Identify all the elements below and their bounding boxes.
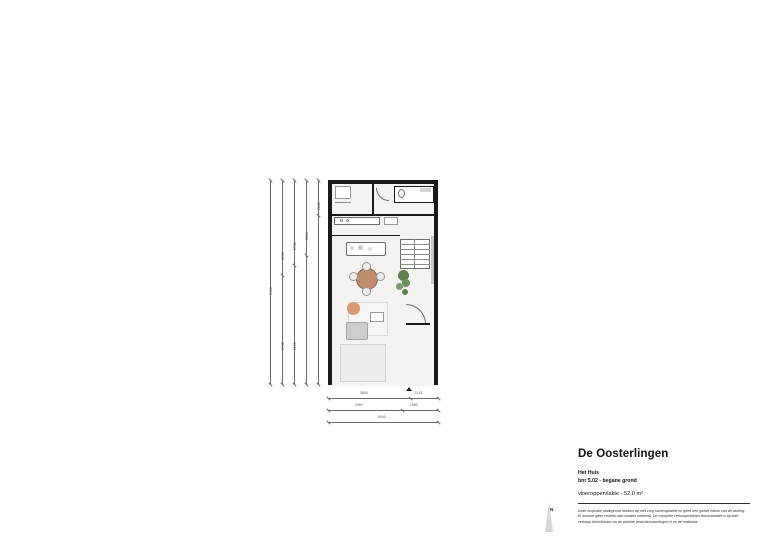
dining-chair xyxy=(349,272,358,281)
dim-line-depth-b xyxy=(282,180,283,385)
stair-tread xyxy=(400,249,430,250)
titleblock xyxy=(578,448,750,525)
stair-tread xyxy=(400,259,430,260)
island-bowl xyxy=(358,245,363,250)
dim-tick xyxy=(268,382,272,386)
room-terrace xyxy=(340,344,386,382)
dim-tick xyxy=(316,213,320,217)
coffee-table xyxy=(370,312,384,322)
project-label: Het Huis xyxy=(578,470,600,476)
area-row xyxy=(578,491,750,497)
dim-tick xyxy=(436,408,440,412)
stair-tread xyxy=(400,264,430,265)
dim-tick xyxy=(280,382,284,386)
dim-tick xyxy=(326,420,330,424)
dining-chair xyxy=(376,272,385,281)
dim-label-depth-7: 2160 xyxy=(317,202,321,210)
dim-label-depth-4: 2760 xyxy=(293,242,297,250)
floorplan-drawing xyxy=(260,155,500,425)
unit-label: bnr 5.02 - begane grond xyxy=(578,477,637,484)
titleblock-divider xyxy=(578,503,750,504)
dim-label-depth-3: 2768 xyxy=(281,342,285,350)
entry-arrow xyxy=(406,387,412,391)
area-label: vloeroppervlakte - xyxy=(578,490,623,497)
plant xyxy=(402,279,410,287)
armchair xyxy=(347,302,360,315)
dim-label-total-depth: 9366 xyxy=(269,287,273,295)
dim-tick xyxy=(316,382,320,386)
stair-tread xyxy=(400,244,430,245)
sofa xyxy=(346,322,368,340)
dim-tick xyxy=(408,396,412,400)
dim-tick xyxy=(292,263,296,267)
plant xyxy=(402,289,408,295)
storage-closet xyxy=(335,186,351,199)
terrace-threshold xyxy=(406,323,430,325)
area-value: 52.0 m² xyxy=(624,490,643,497)
dim-line-depth-c xyxy=(294,180,295,385)
dim-tick xyxy=(292,382,296,386)
closet-line xyxy=(335,202,351,203)
stair-stringer xyxy=(414,239,415,269)
dim-tick xyxy=(268,178,272,182)
dim-label-inner-right: 1983 xyxy=(410,403,418,407)
dim-label-depth-2: 2986 xyxy=(281,252,285,260)
sink-fixture xyxy=(420,188,431,192)
compass-north-label: N xyxy=(550,507,554,512)
dim-label-depth-5: 2155 xyxy=(293,342,297,350)
island-bowl xyxy=(350,246,354,250)
disclaimer-text: Deze inspiratie plattegrond hebben wij met zorg samengesteld en geeft een goede indruk van de woning. Er kunnen geen rechten aan worden ontleend. De complete verkoopcontract documentatie is bij start verkoop beschikbaar via de website www.deoosterlingen.nl en de makelaar. xyxy=(578,508,746,524)
dim-line-width-b xyxy=(328,410,438,411)
dim-tick xyxy=(326,408,330,412)
cooktop-burner xyxy=(346,219,349,222)
dim-line-total-depth xyxy=(270,180,271,385)
island-bowl xyxy=(368,247,372,251)
stair-tread xyxy=(400,254,430,255)
dim-tick xyxy=(400,408,404,412)
toilet-fixture xyxy=(398,189,405,198)
dim-tick xyxy=(280,273,284,277)
north-arrow xyxy=(537,498,563,540)
dim-tick xyxy=(304,253,308,257)
dim-label-depth-6: 3044 xyxy=(305,232,309,240)
dim-tick xyxy=(436,396,440,400)
interior-wall-right xyxy=(431,236,434,284)
dim-line-depth-e xyxy=(318,180,319,385)
dim-label-total-width: 5040 xyxy=(378,415,386,419)
dim-line-width-a xyxy=(328,398,438,399)
unit-outline xyxy=(328,180,438,385)
dim-tick xyxy=(280,178,284,182)
dim-label-width-right: 1143 xyxy=(415,391,423,395)
dim-line-depth-d xyxy=(306,180,307,385)
dim-tick xyxy=(326,396,330,400)
dim-tick xyxy=(304,382,308,386)
dim-label-width-left: 3800 xyxy=(360,391,368,395)
dim-tick xyxy=(292,178,296,182)
dim-label-inner-left: 2960 xyxy=(355,403,363,407)
cooktop-burner xyxy=(340,219,343,222)
hall-wall xyxy=(372,184,374,214)
dim-tick xyxy=(304,178,308,182)
kitchen-cabinet xyxy=(384,217,398,225)
dining-chair xyxy=(362,262,371,271)
dim-line-width-c xyxy=(328,422,438,423)
dim-tick xyxy=(436,420,440,424)
dim-tick xyxy=(316,178,320,182)
brand-title: De Oosterlingen xyxy=(578,448,669,460)
dining-chair xyxy=(362,287,371,296)
